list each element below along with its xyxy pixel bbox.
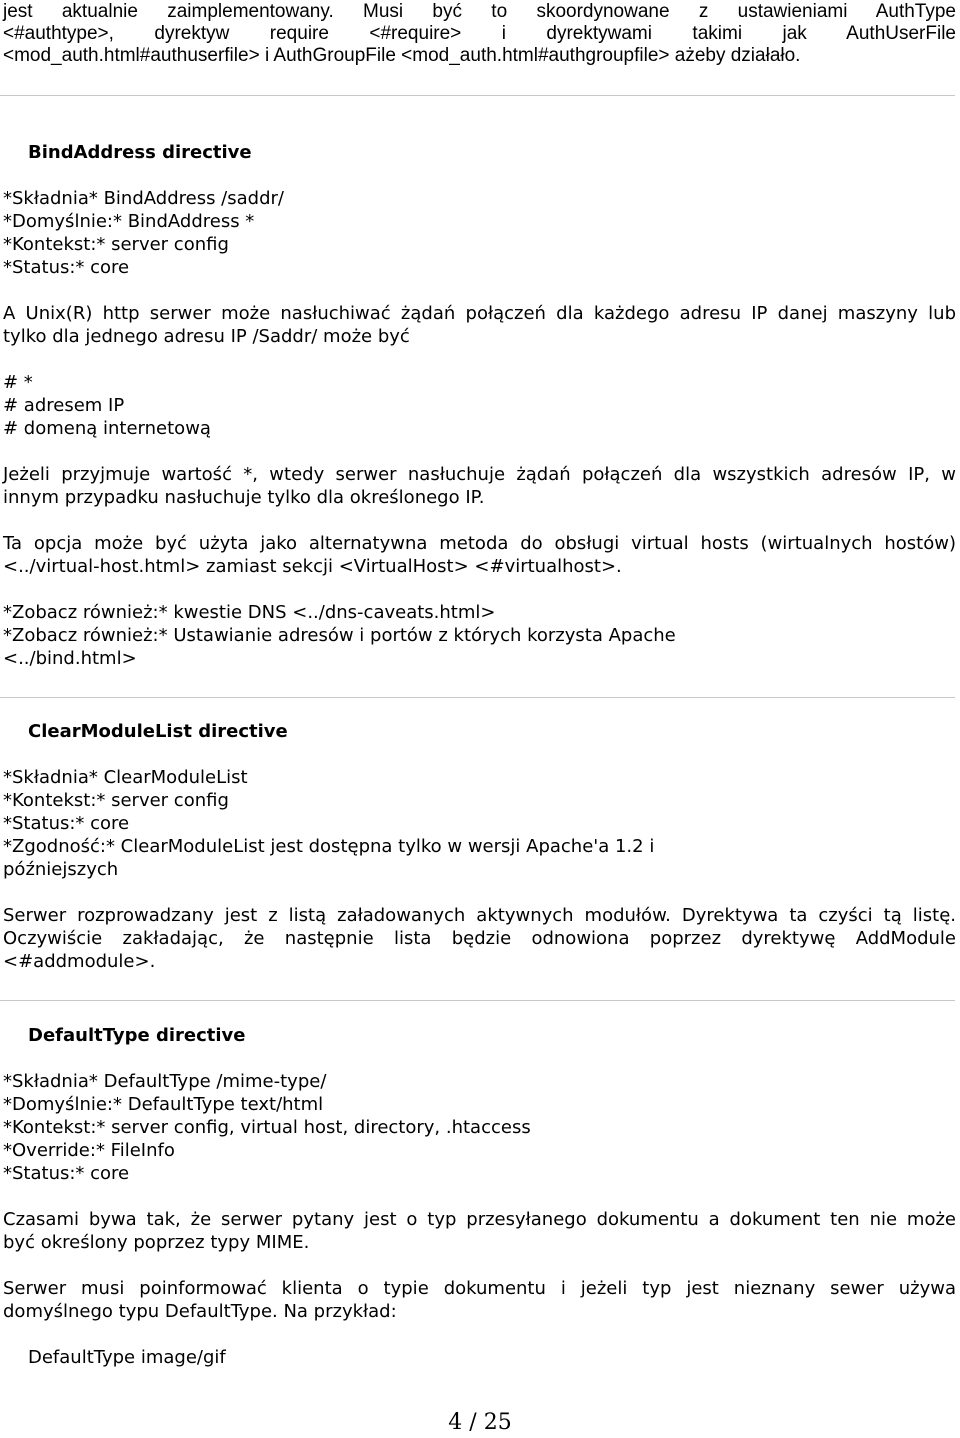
bindaddress-list-item: # domeną internetową	[3, 418, 211, 439]
bindaddress-para2-line-1: Jeżeli przyjmuje wartość *, wtedy serwer nasłuchuje żądań połączeń dla wszystkich adresów IP, w	[3, 464, 956, 485]
bindaddress-see-also-dns: *Zobacz również:* kwestie DNS <../dns-caveats.html>	[3, 602, 496, 623]
defaulttype-default-line: *Domyślnie:* DefaultType text/html	[3, 1094, 324, 1115]
defaulttype-status-line: *Status:* core	[3, 1163, 130, 1184]
page-number: 4 / 25	[448, 1410, 512, 1435]
bindaddress-default-line: *Domyślnie:* BindAddress *	[3, 211, 255, 232]
bindaddress-list-item: # *	[3, 372, 33, 393]
section-divider	[0, 1000, 955, 1001]
clearmodulelist-compat-line-2: późniejszych	[3, 859, 119, 880]
defaulttype-syntax-line: *Składnia* DefaultType /mime-type/	[3, 1071, 327, 1092]
bindaddress-list-item: # adresem IP	[3, 395, 125, 416]
defaulttype-override-line: *Override:* FileInfo	[3, 1140, 175, 1161]
defaulttype-example: DefaultType image/gif	[28, 1347, 226, 1368]
intro-line-2: <#authtype>, dyrektyw require <#require> i dyrektywami takimi jak AuthUserFile	[3, 23, 956, 44]
clearmodulelist-heading: ClearModuleList directive	[28, 721, 288, 742]
bindaddress-para2-line-2: innym przypadku nasłuchuje tylko dla określonego IP.	[3, 487, 485, 508]
clearmodulelist-para1-line-2: Oczywiście zakładając, że następnie lista będzie odnowiona poprzez dyrektywę AddModule	[3, 928, 956, 949]
intro-line-1: jest aktualnie zaimplementowany. Musi być to skoordynowane z ustawieniami AuthType	[3, 1, 956, 22]
clearmodulelist-context-line: *Kontekst:* server config	[3, 790, 229, 811]
clearmodulelist-para1-line-3: <#addmodule>.	[3, 951, 156, 972]
intro-line-3: <mod_auth.html#authuserfile> i AuthGroupFile <mod_auth.html#authgroupfile> ażeby działało.	[3, 45, 801, 66]
clearmodulelist-para1-line-1: Serwer rozprowadzany jest z listą załadowanych aktywnych modułów. Dyrektywa ta czyści tą listę.	[3, 905, 956, 926]
defaulttype-para1-line-2: być określony poprzez typy MIME.	[3, 1232, 310, 1253]
defaulttype-context-line: *Kontekst:* server config, virtual host, directory, .htaccess	[3, 1117, 531, 1138]
bindaddress-see-also-bind-link: <../bind.html>	[3, 648, 137, 669]
section-divider	[0, 95, 955, 96]
bindaddress-heading: BindAddress directive	[28, 142, 252, 163]
clearmodulelist-syntax-line: *Składnia* ClearModuleList	[3, 767, 248, 788]
bindaddress-syntax-line: *Składnia* BindAddress /saddr/	[3, 188, 284, 209]
bindaddress-context-line: *Kontekst:* server config	[3, 234, 229, 255]
defaulttype-para2-line-2: domyślnego typu DefaultType. Na przykład:	[3, 1301, 397, 1322]
bindaddress-para1-line-1: A Unix(R) http serwer może nasłuchiwać żądań połączeń dla każdego adresu IP danej maszyny lub	[3, 303, 956, 324]
bindaddress-para3-line-1: Ta opcja może być użyta jako alternatywna metoda do obsługi virtual hosts (wirtualnych hostów)	[3, 533, 956, 554]
defaulttype-para1-line-1: Czasami bywa tak, że serwer pytany jest o typ przesyłanego dokumentu a dokument ten nie może	[3, 1209, 956, 1230]
bindaddress-para3-line-2: <../virtual-host.html> zamiast sekcji <VirtualHost> <#virtualhost>.	[3, 556, 622, 577]
section-divider	[0, 697, 955, 698]
bindaddress-see-also-bind: *Zobacz również:* Ustawianie adresów i portów z których korzysta Apache	[3, 625, 676, 646]
clearmodulelist-compat-line: *Zgodność:* ClearModuleList jest dostępna tylko w wersji Apache'a 1.2 i	[3, 836, 655, 857]
bindaddress-status-line: *Status:* core	[3, 257, 130, 278]
defaulttype-para2-line-1: Serwer musi poinformować klienta o typie dokumentu i jeżeli typ jest nieznany sewer używa	[3, 1278, 956, 1299]
clearmodulelist-status-line: *Status:* core	[3, 813, 130, 834]
defaulttype-heading: DefaultType directive	[28, 1025, 246, 1046]
bindaddress-para1-line-2: tylko dla jednego adresu IP /Saddr/ może być	[3, 326, 410, 347]
